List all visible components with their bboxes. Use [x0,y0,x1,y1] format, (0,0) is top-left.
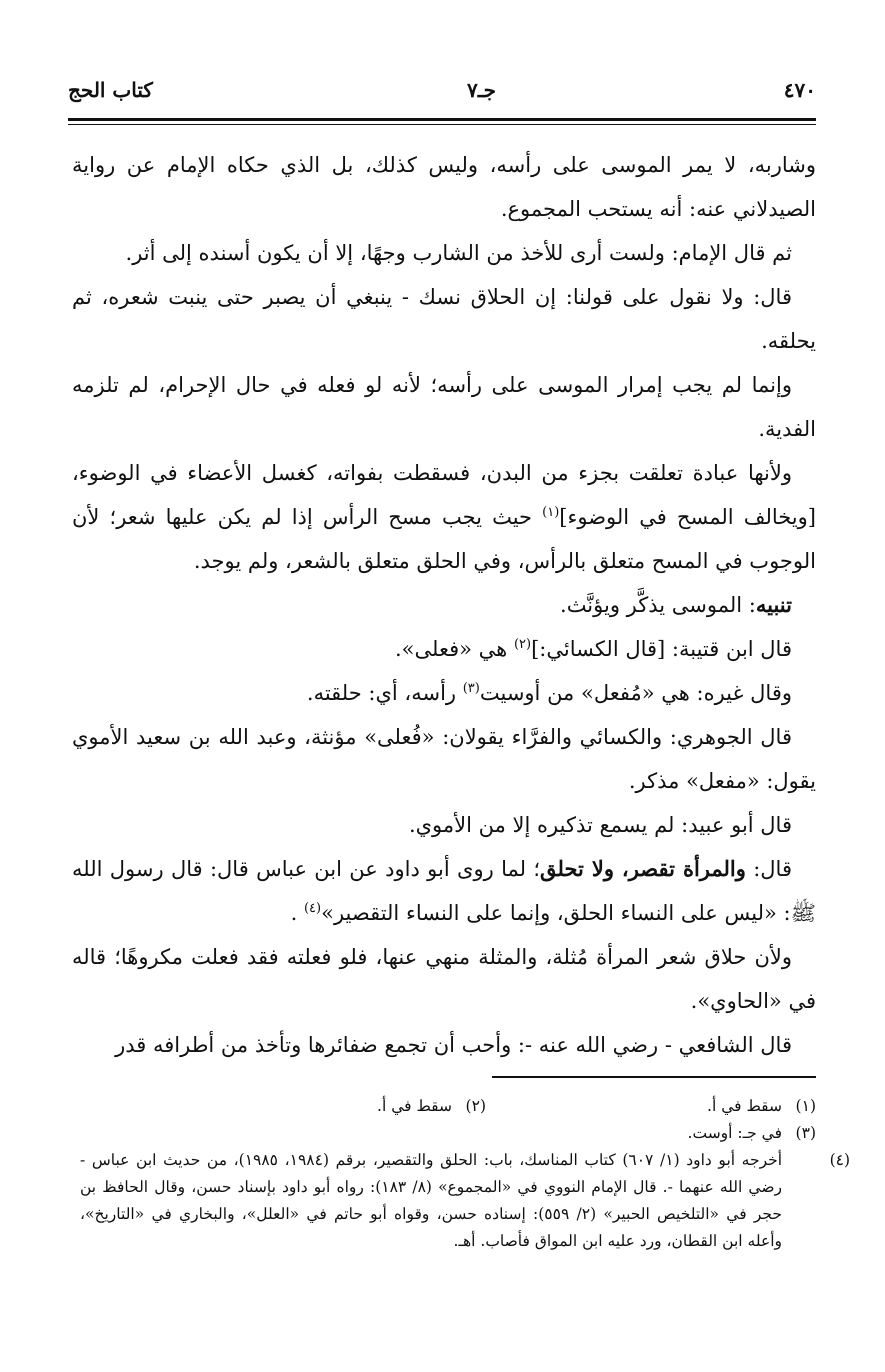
paragraph: قال الجوهري: والكسائي والفرَّاء يقولان: «فُعلى» مؤنثة، وعبد الله بن سعيد الأموي يقول: «مفعل» مذكر. [72,725,816,793]
footnote-text: سقط في أ. [707,1097,782,1115]
paragraph: وإنما لم يجب إمرار الموسى على رأسه؛ لأنه لو فعله في حال الإحرام، لم تلزمه الفدية. [72,373,816,441]
paragraph: قال أبو عبيد: لم يسمع تذكيره إلا من الأموي. [408,813,792,837]
paragraph: ولأن حلاق شعر المرأة مُثلة، والمثلة منهي عنها، فلو فعلته فقد فعلت مكروهًا؛ قاله في «الحاوي». [72,945,816,1013]
paragraph [72,847,816,935]
footnote-separator [492,1076,816,1078]
footnote-row [80,1093,816,1120]
footnote-text: في جـ: أوست. [687,1124,782,1142]
text-run: : الموسى يذكَّر ويؤنَّث. [560,593,756,617]
paragraph [72,627,816,671]
paragraph: قال الشافعي - رضي الله عنه -: وأحب أن تجمع ضفائرها وتأخذ من أطرافه قدر [115,1033,792,1057]
footnote-ref-1: (١) [542,505,560,520]
main-text [72,143,816,1067]
footnote-text: أخرجه أبو داود (١/ ٦٠٧) كتاب المناسك، باب: الحلق والتقصير، برقم (١٩٨٤، ١٩٨٥)، من حديث ابن عباس - رضي الله عنهما -. قال الإمام النووي في «المجموع» (٨/ ١٨٣): رواه أبو داود بإسناد حسن، وقال الحافظ بن حجر في «التلخيص الحبير» (٢/ ٥٥٩): إسناده حسن، وقواه أبو حاتم في «العلل»، والبخاري في «التاريخ»، وأعله ابن القطان، ورد عليه ابن المواق فأصاب. أهـ. [80,1151,783,1250]
paragraph: قال: ولا نقول على قولنا: إن الحلاق نسك - ينبغي أن يصبر حتى ينبت شعره، ثم يحلقه. [72,285,816,353]
volume-number: جـ٧ [467,78,496,102]
text-run: قال ابن قتيبة: [قال الكسائي:] [531,637,792,661]
paragraph [72,583,816,627]
text-run: ؛ لما روى أبو داود عن ابن عباس قال: قال رسول الله ﷺ: «ليس على النساء الحلق، وإنما على النساء التقصير» [72,857,816,925]
paragraph [72,671,816,715]
book-title: كتاب الحج [68,78,153,102]
note-label: تنبيه [755,592,792,617]
footnote-number: (٣) [795,1124,816,1142]
text-run: هي «فعلى». [395,637,514,661]
footnote-number: (٢) [465,1097,486,1115]
footnote-4 [80,1147,851,1255]
text-run: وقال غيره: هي «مُفعل» من أوسيت [479,681,792,705]
text-run: رأسه، أي: حلقته. [306,681,463,705]
running-header [68,68,816,108]
matn-text: والمرأة تقصر، ولا تحلق [540,856,746,881]
footnote-2 [156,1093,486,1120]
paragraph: ثم قال الإمام: ولست أرى للأخذ من الشارب وجهًا، إلا أن يكون أسنده إلى أثر. [125,241,792,265]
header-rule-thick [68,118,816,121]
paragraph: وشاربه، لا يمر الموسى على رأسه، وليس كذلك، بل الذي حكاه الإمام عن رواية الصيدلاني عنه: أنه يستحب المجموع. [72,153,816,221]
page-number: ٤٧٠ [783,78,816,102]
text-run: . [290,901,304,925]
footnote-number: (١) [795,1097,816,1115]
footnote-1 [486,1093,816,1120]
footnote-text: سقط في أ. [377,1097,452,1115]
text-run: حيث يجب مسح الرأس إذا لم يكن عليها شعر؛ لأن الوجوب في المسح متعلق بالرأس، وفي الحلق متعلق بالشعر، ولم يوجد. [72,505,816,573]
footnote-number: (٤) [829,1151,851,1169]
footnotes [80,1093,851,1255]
header-rule-thin [68,124,816,125]
text-run: قال: [745,857,792,881]
text-run: ولأنها عبادة تعلقت بجزء من البدن، فسقطت بفواته، كغسل الأعضاء في الوضوء، [ويخالف المسح في الوضوء] [72,461,816,529]
paragraph [72,451,816,583]
footnote-3 [80,1120,816,1147]
footnote-ref-4: (٤) [303,901,322,916]
footnote-ref-3: (٣) [462,681,480,696]
footnote-ref-2: (٢) [513,637,532,652]
